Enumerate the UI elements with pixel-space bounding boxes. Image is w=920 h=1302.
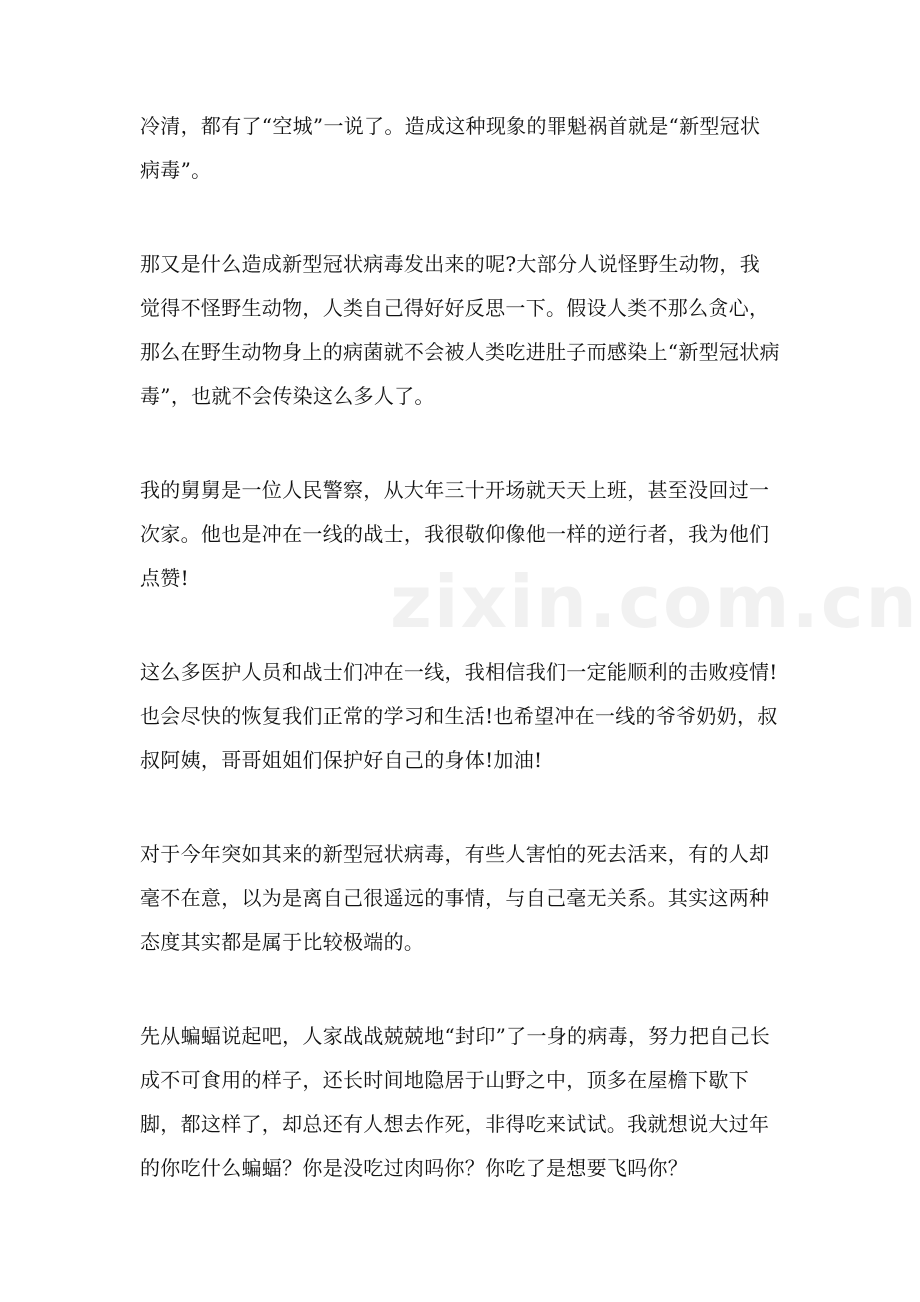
paragraph-3: 我的舅舅是一位人民警察，从大年三十开场就天天上班，甚至没回过一次家。他也是冲在一线的战士，我很敬仰像他一样的逆行者，我为他们点赞! (140, 478, 770, 590)
paragraph-4: 这么多医护人员和战士们冲在一线，我相信我们一定能顺利的击败疫情!也会尽快的恢复我们正常的学习和生活!也希望冲在一线的爷爷奶奶，叔叔阿姨，哥哥姐姐们保护好自己的身体!加油! (140, 660, 778, 772)
document-body (140, 104, 780, 1240)
watermark: zixin.com.cn (390, 560, 919, 644)
paragraph-2: 那又是什么造成新型冠状病毒发出来的呢?大部分人说怪野生动物，我觉得不怪野生动物，人类自己得好好反思一下。假设人类不那么贪心，那么在野生动物身上的病菌就不会被人类吃进肚子而感染上“新型冠状病毒”，也就不会传染这么多人了。 (140, 252, 780, 408)
paragraph-1: 冷清，都有了“空城”一说了。造成这种现象的罪魁祸首就是“新型冠状病毒”。 (140, 114, 761, 182)
paragraph-6: 先从蝙蝠说起吧，人家战战兢兢地“封印”了一身的病毒，努力把自己长成不可食用的样子，还长时间地隐居于山野之中，顶多在屋檐下歇下脚，都这样了，却总还有人想去作死，非得吃来试试。我就想说大过年的你吃什么蝙蝠？你是没吃过肉吗你？你吃了是想要飞吗你？ (140, 1024, 771, 1180)
paragraph-5: 对于今年突如其来的新型冠状病毒，有些人害怕的死去活来，有的人却毫不在意，以为是离自己很遥远的事情，与自己毫无关系。其实这两种态度其实都是属于比较极端的。 (140, 842, 770, 954)
